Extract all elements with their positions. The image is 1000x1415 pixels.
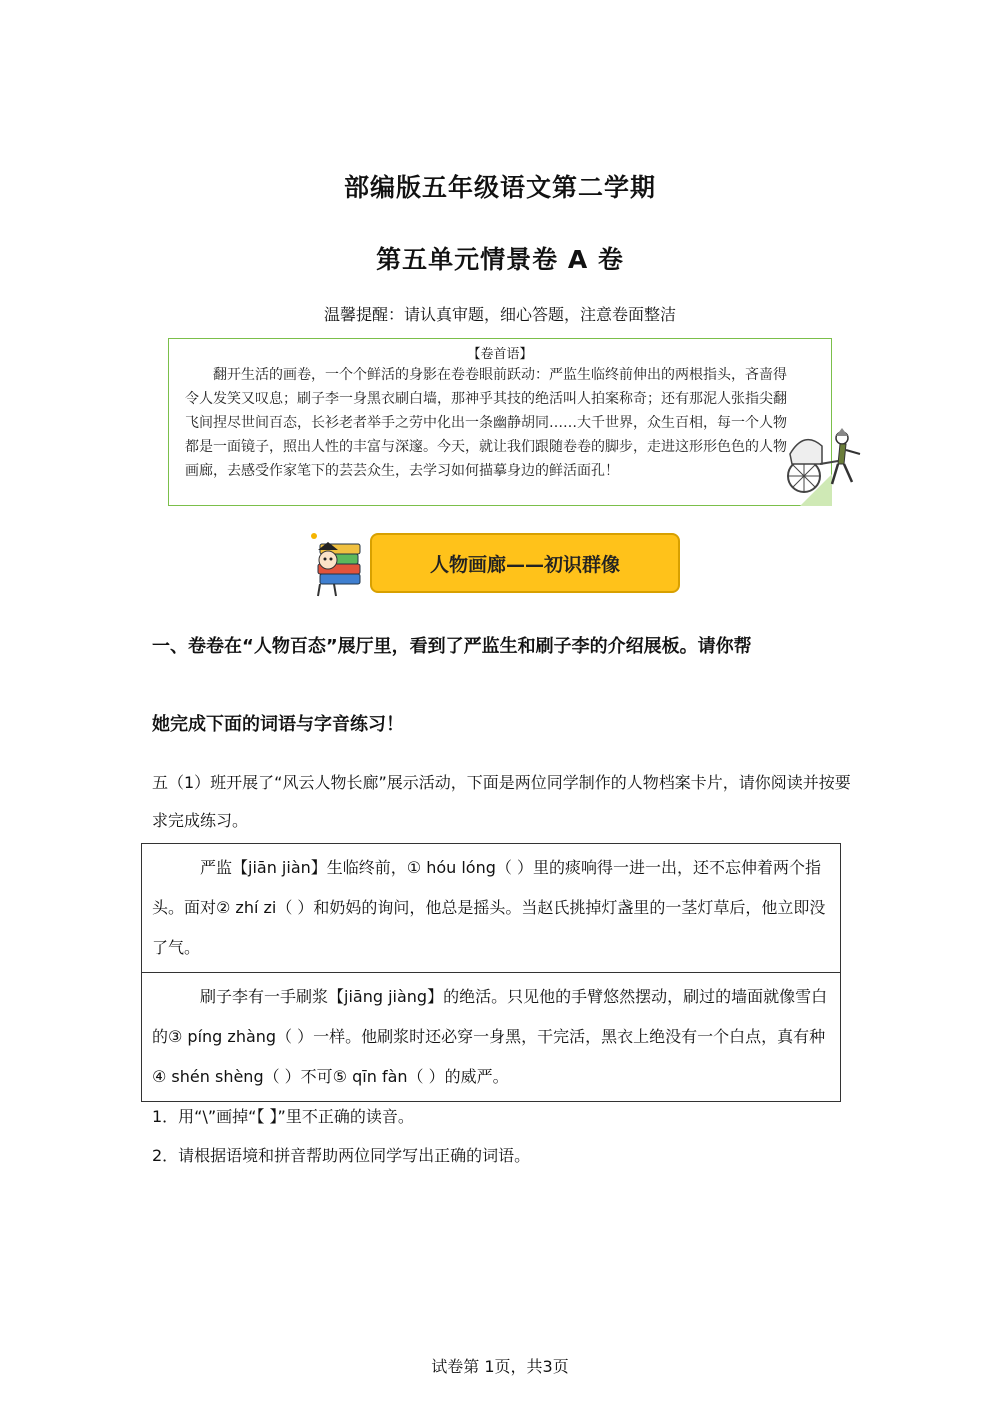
subquestion-1: 1．用“\”画掉“【 】”里不正确的读音。 xyxy=(152,1107,414,1126)
reminder-text: 温馨提醒：请认真审题，细心答题，注意卷面整洁 xyxy=(323,305,676,324)
books-mascot-icon xyxy=(306,530,370,598)
document-subtitle: 第五单元情景卷 A 卷 xyxy=(376,245,624,274)
intro-text: 翻开生活的画卷，一个个鲜活的身影在卷卷眼前跃动：严监生临终前伸出的两根指头，吝啬得令人发笑又叹息；刷子李一身黑衣刷白墙，那神乎其技的绝活叫人拍案称奇；还有那泥人张指尖翻飞间捏尽世间百态，长衫老者举手之劳中化出一条幽静胡同……大千世界，众生百相，每一个人物都是一面镜子，照出人性的丰富与深邃。今天，就让我们跟随卷卷的脚步，走进这形形色色的人物画廊，去感受作家笔下的芸芸众生，去学习如何描摹身边的鲜活面孔！ xyxy=(185,367,787,479)
intro-heading: 【卷首语】 xyxy=(467,347,533,362)
instruction-paragraph: 五（1）班开展了“风云人物长廊”展示活动，下面是两位同学制作的人物档案卡片，请你阅读并按要求完成练习。 xyxy=(152,773,851,830)
question-1-line-1: 一、卷卷在“人物百态”展厅里，看到了严监生和刷子李的介绍展板。请你帮 xyxy=(152,636,752,657)
section-banner: 人物画廊——初识群像 xyxy=(370,533,680,593)
intro-box xyxy=(168,338,832,506)
profile-card-shuazi-li xyxy=(141,972,841,1102)
card-text: 刷子李有一手刷浆【jiāng jiàng】的绝活。只见他的手臂悠然摆动，刷过的墙面就像雪白的③ píng zhàng（ ）一样。他刷浆时还必穿一身黑，干完活，黑衣上绝没有一个白点，真有种④ shén shèng（ ）不可⑤ qīn fàn（ ）的威严。 xyxy=(152,987,828,1086)
page-footer: 试卷第 1页，共3页 xyxy=(431,1357,569,1376)
subquestion-2: 2．请根据语境和拼音帮助两位同学写出正确的词语。 xyxy=(152,1146,531,1165)
profile-card-yan-jiansheng xyxy=(141,843,841,973)
question-1-line-2: 她完成下面的词语与字音练习！ xyxy=(152,714,404,735)
card-text: 严监【jiān jiàn】生临终前，① hóu lóng（ ）里的痰响得一进一出，还不忘伸着两个指头。面对② zhí zi（ ）和奶妈的询问，他总是摇头。当赵氏挑掉灯盏里的一茎灯草后，他立即没了气。 xyxy=(152,858,826,957)
rickshaw-illustration xyxy=(782,424,864,496)
document-title: 部编版五年级语文第二学期 xyxy=(343,173,656,202)
